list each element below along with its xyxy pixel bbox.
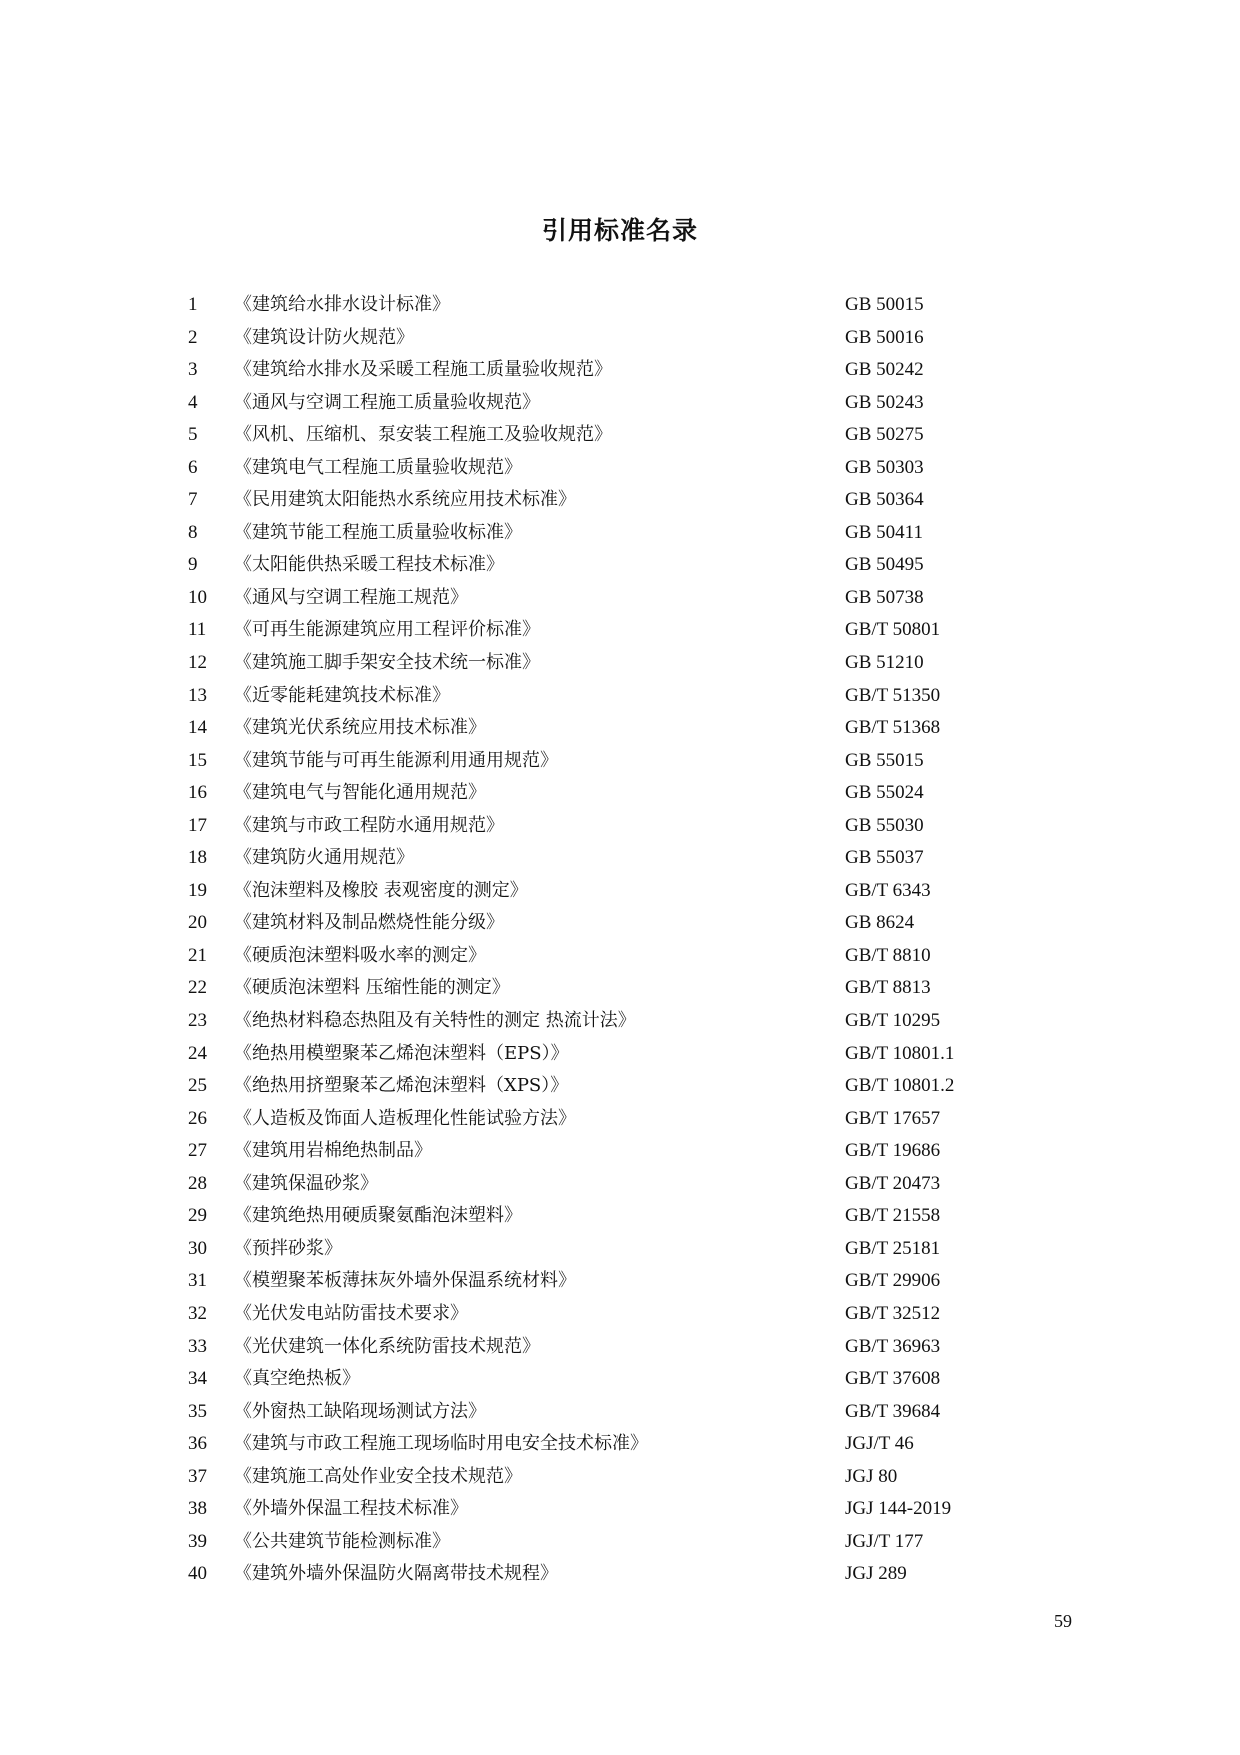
reference-code: GB/T 17657	[845, 1107, 941, 1129]
reference-number: 33	[188, 1335, 207, 1357]
page-number: 59	[1054, 1611, 1072, 1631]
reference-code: GB 50015	[845, 294, 924, 315]
reference-row	[188, 1038, 1008, 1071]
reference-code: JGJ 144-2019	[845, 1498, 952, 1520]
reference-row	[188, 940, 1008, 973]
reference-row	[188, 1493, 1008, 1526]
reference-number: 2	[188, 326, 198, 348]
reference-row	[188, 387, 1008, 420]
reference-row	[188, 1363, 1008, 1396]
reference-code: GB/T 21558	[845, 1205, 941, 1227]
reference-title: 《通风与空调工程施工质量验收规范》	[234, 391, 540, 413]
reference-row	[188, 647, 1008, 680]
reference-number: 3	[188, 359, 198, 381]
reference-title: 《人造板及饰面人造板理化性能试验方法》	[234, 1107, 576, 1129]
reference-code: JGJ/T 177	[845, 1530, 924, 1552]
reference-row	[188, 1331, 1008, 1364]
reference-number: 25	[188, 1075, 207, 1097]
reference-row	[188, 1428, 1008, 1461]
reference-row	[188, 875, 1008, 908]
reference-code: GB/T 25181	[845, 1237, 941, 1259]
reference-number: 24	[188, 1042, 207, 1064]
reference-code: GB/T 20473	[845, 1172, 941, 1194]
reference-number: 29	[188, 1205, 207, 1227]
reference-number: 23	[188, 1010, 207, 1032]
reference-title: 《外窗热工缺陷现场测试方法》	[234, 1400, 486, 1422]
reference-number: 19	[188, 879, 207, 901]
reference-number: 21	[188, 944, 207, 966]
reference-number: 31	[188, 1270, 207, 1292]
reference-title: 《光伏建筑一体化系统防雷技术规范》	[234, 1335, 540, 1357]
reference-title: 《建筑用岩棉绝热制品》	[234, 1140, 432, 1162]
reference-row	[188, 680, 1008, 713]
reference-title: 《近零能耗建筑技术标准》	[234, 684, 450, 706]
reference-number: 15	[188, 749, 207, 771]
reference-code: GB 8624	[845, 912, 915, 934]
reference-code: JGJ 80	[845, 1465, 898, 1487]
reference-row	[188, 907, 1008, 940]
reference-number: 1	[188, 294, 198, 315]
reference-title: 《建筑与市政工程防水通用规范》	[234, 814, 504, 836]
reference-row	[188, 1558, 1008, 1591]
reference-title: 《建筑电气工程施工质量验收规范》	[234, 456, 522, 478]
reference-code: GB/T 8810	[845, 944, 931, 966]
reference-code: GB 50411	[845, 521, 923, 543]
reference-number: 12	[188, 652, 207, 674]
reference-title: 《模塑聚苯板薄抹灰外墙外保温系统材料》	[234, 1270, 576, 1292]
reference-title: 《太阳能供热采暖工程技术标准》	[234, 554, 504, 576]
reference-row	[188, 1298, 1008, 1331]
reference-code: GB 50016	[845, 326, 924, 348]
reference-row	[188, 810, 1008, 843]
reference-title: 《硬质泡沫塑料吸水率的测定》	[234, 944, 486, 966]
reference-row	[188, 745, 1008, 778]
reference-title: 《建筑给水排水设计标准》	[234, 294, 450, 315]
reference-title: 《通风与空调工程施工规范》	[234, 586, 468, 608]
reference-title: 《建筑节能与可再生能源利用通用规范》	[234, 749, 558, 771]
reference-list	[188, 289, 1008, 1591]
reference-row	[188, 614, 1008, 647]
reference-title: 《建筑电气与智能化通用规范》	[234, 782, 486, 804]
reference-title: 《建筑给水排水及采暖工程施工质量验收规范》	[234, 359, 612, 381]
reference-code: GB 50738	[845, 586, 924, 608]
reference-number: 16	[188, 782, 207, 804]
reference-number: 27	[188, 1140, 207, 1162]
reference-number: 9	[188, 554, 198, 576]
reference-row	[188, 549, 1008, 582]
reference-number: 20	[188, 912, 207, 934]
reference-number: 40	[188, 1563, 207, 1585]
reference-number: 35	[188, 1400, 207, 1422]
reference-code: GB 55024	[845, 782, 924, 804]
reference-title: 《民用建筑太阳能热水系统应用技术标准》	[234, 489, 576, 511]
reference-row	[188, 1233, 1008, 1266]
reference-number: 39	[188, 1530, 207, 1552]
reference-code: GB 50303	[845, 456, 924, 478]
reference-code: GB 55030	[845, 814, 924, 836]
reference-row	[188, 1070, 1008, 1103]
reference-code: GB/T 36963	[845, 1335, 941, 1357]
reference-number: 4	[188, 391, 198, 413]
reference-row	[188, 1135, 1008, 1168]
reference-title: 《建筑光伏系统应用技术标准》	[234, 717, 486, 739]
reference-number: 36	[188, 1433, 207, 1455]
reference-title: 《绝热材料稳态热阻及有关特性的测定 热流计法》	[234, 1010, 636, 1032]
reference-code: JGJ 289	[845, 1563, 907, 1585]
reference-code: GB/T 39684	[845, 1400, 941, 1422]
reference-code: GB 50364	[845, 489, 924, 511]
reference-number: 8	[188, 521, 198, 543]
reference-number: 30	[188, 1237, 207, 1259]
reference-title: 《真空绝热板》	[234, 1368, 360, 1390]
reference-number: 7	[188, 489, 198, 511]
reference-row	[188, 289, 1008, 322]
reference-number: 10	[188, 586, 207, 608]
reference-row	[188, 452, 1008, 485]
reference-title: 《公共建筑节能检测标准》	[234, 1530, 450, 1552]
reference-code: GB/T 51350	[845, 684, 941, 706]
reference-row	[188, 1526, 1008, 1559]
reference-code: GB/T 8813	[845, 977, 931, 999]
reference-title: 《风机、压缩机、泵安装工程施工及验收规范》	[234, 424, 612, 446]
reference-title: 《建筑保温砂浆》	[234, 1172, 378, 1194]
page-title: 引用标准名录	[541, 216, 698, 245]
reference-row	[188, 419, 1008, 452]
reference-title: 《建筑设计防火规范》	[234, 326, 414, 348]
reference-code: GB/T 10801.2	[845, 1075, 955, 1097]
reference-row	[188, 1396, 1008, 1429]
reference-row	[188, 777, 1008, 810]
reference-title: 《预拌砂浆》	[234, 1237, 342, 1259]
reference-row	[188, 1200, 1008, 1233]
reference-number: 5	[188, 424, 198, 446]
reference-code: GB/T 19686	[845, 1140, 941, 1162]
reference-code: GB/T 10295	[845, 1010, 941, 1032]
reference-code: GB 55037	[845, 847, 924, 869]
reference-number: 34	[188, 1368, 207, 1390]
reference-row	[188, 1005, 1008, 1038]
reference-row	[188, 582, 1008, 615]
reference-number: 17	[188, 814, 207, 836]
reference-code: GB 55015	[845, 749, 924, 771]
reference-row	[188, 354, 1008, 387]
reference-number: 6	[188, 456, 198, 478]
reference-title: 《建筑防火通用规范》	[234, 847, 414, 869]
reference-number: 14	[188, 717, 207, 739]
reference-number: 37	[188, 1465, 207, 1487]
reference-code: GB 50275	[845, 424, 924, 446]
reference-number: 11	[188, 619, 207, 641]
reference-number: 32	[188, 1302, 207, 1324]
reference-title: 《绝热用挤塑聚苯乙烯泡沫塑料（XPS）》	[234, 1075, 569, 1097]
reference-number: 22	[188, 977, 207, 999]
reference-row	[188, 1168, 1008, 1201]
reference-title: 《外墙外保温工程技术标准》	[234, 1498, 468, 1520]
reference-title: 《建筑外墙外保温防火隔离带技术规程》	[234, 1563, 558, 1585]
reference-code: GB/T 51368	[845, 717, 941, 739]
reference-number: 18	[188, 847, 207, 869]
reference-title: 《可再生能源建筑应用工程评价标准》	[234, 619, 540, 641]
reference-code: GB 50242	[845, 359, 924, 381]
reference-row	[188, 1103, 1008, 1136]
reference-code: GB/T 6343	[845, 879, 931, 901]
reference-row	[188, 842, 1008, 875]
reference-number: 26	[188, 1107, 207, 1129]
reference-number: 38	[188, 1498, 207, 1520]
reference-code: GB/T 32512	[845, 1302, 941, 1324]
reference-code: GB/T 10801.1	[845, 1042, 955, 1064]
reference-title: 《建筑节能工程施工质量验收标准》	[234, 521, 522, 543]
reference-code: JGJ/T 46	[845, 1433, 914, 1455]
reference-title: 《泡沫塑料及橡胶 表观密度的测定》	[234, 879, 528, 901]
reference-title: 《建筑绝热用硬质聚氨酯泡沫塑料》	[234, 1205, 522, 1227]
reference-title: 《建筑材料及制品燃烧性能分级》	[234, 912, 504, 934]
reference-row	[188, 1265, 1008, 1298]
reference-title: 《绝热用模塑聚苯乙烯泡沫塑料（EPS）》	[234, 1042, 569, 1064]
reference-row	[188, 972, 1008, 1005]
reference-row	[188, 712, 1008, 745]
reference-code: GB/T 29906	[845, 1270, 941, 1292]
reference-code: GB 50243	[845, 391, 924, 413]
reference-code: GB 50495	[845, 554, 924, 576]
reference-row	[188, 484, 1008, 517]
reference-title: 《建筑与市政工程施工现场临时用电安全技术标准》	[234, 1433, 648, 1455]
reference-row	[188, 1461, 1008, 1494]
reference-title: 《光伏发电站防雷技术要求》	[234, 1302, 468, 1324]
reference-code: GB 51210	[845, 652, 924, 674]
reference-number: 28	[188, 1172, 207, 1194]
reference-number: 13	[188, 684, 207, 706]
reference-row	[188, 517, 1008, 550]
reference-title: 《建筑施工脚手架安全技术统一标准》	[234, 652, 540, 674]
reference-row	[188, 322, 1008, 355]
reference-title: 《建筑施工高处作业安全技术规范》	[234, 1465, 522, 1487]
reference-code: GB/T 37608	[845, 1368, 941, 1390]
reference-code: GB/T 50801	[845, 619, 941, 641]
reference-title: 《硬质泡沫塑料 压缩性能的测定》	[234, 977, 510, 999]
